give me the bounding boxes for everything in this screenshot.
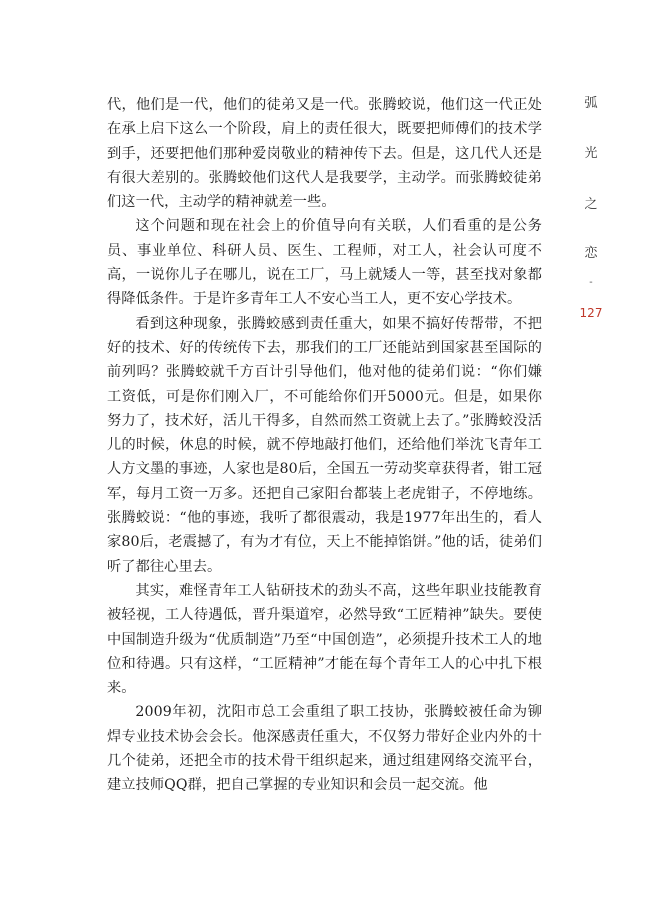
paragraph-2: 这个问题和现在社会上的价值导向有关联，人们看重的是公务员、事业单位、科研人员、医生、工程师，对工人，社会认可度不高，一说你儿子在哪儿，说在工厂，马上就矮人一等，甚至找对象都得降低条件。于是许多青年工人不安心当工人，更不安心学技术。 xyxy=(107,218,542,308)
paragraph-3: 看到这种现象，张腾蛟感到责任重大，如果不搞好传帮带，不把好的技术、好的传统传下去，那我们的工厂还能站到国家甚至国际的前列吗？张腾蛟就千方百计引导他们，他对他的徒弟们说：“你们嫌工资低，可是你们刚入厂，不可能给你们开5000元。但是，如果你努力了，技术好，活儿干得多，自然而然工资就上去了。”张腾蛟没活儿的时候，休息的时候，就不停地敲打他们，还给他们举沈飞青年工人方文墨的事迹，人家也是80后，全国五一劳动奖章获得者，钳工冠军，每月工资一万多。还把自己家阳台都装上老虎钳子，不停地练。张腾蛟说：“他的事迹，我听了都很震动，我是1977年出生的，看人家80后，老震撼了，有为才有位，天上不能掉馅饼。”他的话，徒弟们听了都往心里去。 xyxy=(107,315,542,575)
main-text xyxy=(107,93,542,798)
running-title xyxy=(584,92,598,262)
page-number: 127 xyxy=(579,306,603,320)
running-title-char-3: 之 xyxy=(584,197,598,212)
title-separator: - xyxy=(589,277,593,288)
running-title-char-4: 恋 xyxy=(584,246,598,261)
running-title-char-2: 光 xyxy=(584,146,598,161)
paragraph-5: 2009年初，沈阳市总工会重组了职工技协，张腾蛟被任命为铆焊专业技术协会会长。他深感责任重大，不仅努力带好企业内外的十几个徒弟，还把全市的技术骨干组织起来，通过组建网络交流平台，建立技师QQ群，把自己掌握的专业知识和会员一起交流。他 xyxy=(107,704,542,794)
running-title-char-1: 弧 xyxy=(584,96,598,111)
paragraph-4: 其实，难怪青年工人钻研技术的劲头不高，这些年职业技能教育被轻视，工人待遇低，晋升渠道窄，必然导致“工匠精神”缺失。要使中国制造升级为“优质制造”乃至“中国创造”，必须提升技术工人的地位和待遇。只有这样，“工匠精神”才能在每个青年工人的心中扎下根来。 xyxy=(107,582,542,697)
paragraph-1: 代，他们是一代，他们的徒弟又是一代。张腾蛟说，他们这一代正处在承上启下这么一个阶段，肩上的责任很大，既要把师傅们的技术学到手，还要把他们那种爱岗敬业的精神传下去。但是，这几代人还是有很大差别的。张腾蛟他们这代人是我要学，主动学。而张腾蛟徒弟们这一代，主动学的精神就差一些。 xyxy=(107,97,542,211)
